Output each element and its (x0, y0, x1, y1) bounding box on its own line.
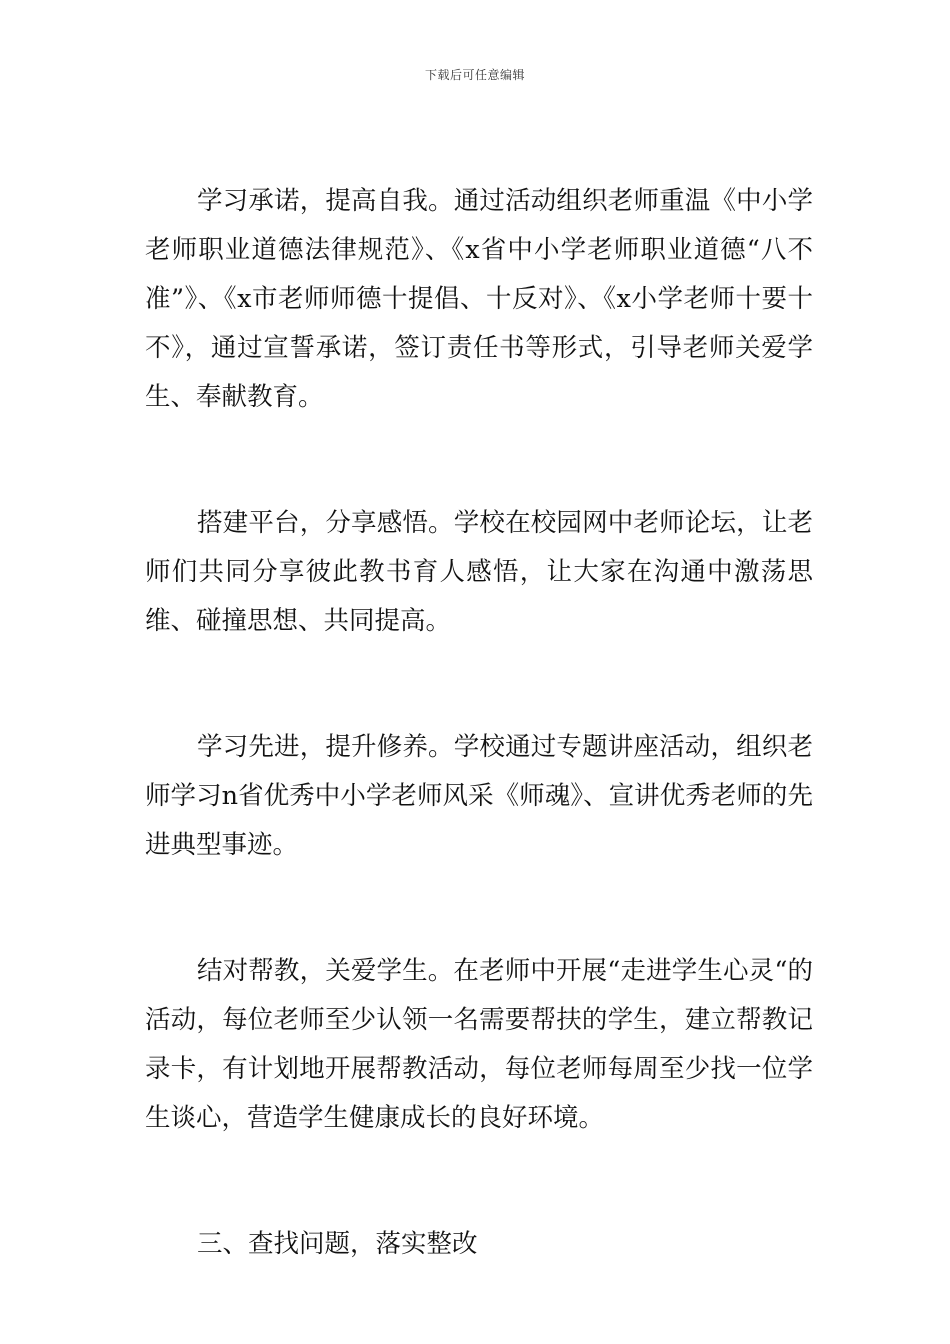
section-heading: 三、查找问题，落实整改 (197, 1229, 478, 1259)
paragraph-learn-advanced: 学习先进，提升修养。学校通过专题讲座活动，组织老师学习n省优秀中小学老师风采《师魂》、宣讲优秀老师的先进典型事迹。 (145, 732, 813, 860)
paragraph-build-platform: 搭建平台，分享感悟。学校在校园网中老师论坛，让老师们共同分享彼此教书育人感悟，让大家在沟通中激荡思维、碰撞思想、共同提高。 (145, 508, 813, 636)
paragraph-study-commitment: 学习承诺，提高自我。通过活动组织老师重温《中小学老师职业道德法律规范》、《x省中小学老师职业道德“八不准”》、《x市老师师德十提倡、十反对》、《x小学老师十要十不》，通过宣誓承诺，签订责任书等形式，引导老师关爱学生、奉献教育。 (145, 186, 813, 412)
page-header: 下载后可任意编辑 (424, 68, 525, 82)
document-body (145, 177, 813, 1269)
paragraph-pair-mentoring: 结对帮教，关爱学生。在老师中开展“走进学生心灵“的活动，每位老师至少认领一名需要帮扶的学生，建立帮教记录卡，有计划地开展帮教活动，每位老师每周至少找一位学生谈心，营造学生健康成长的良好环境。 (145, 956, 813, 1133)
